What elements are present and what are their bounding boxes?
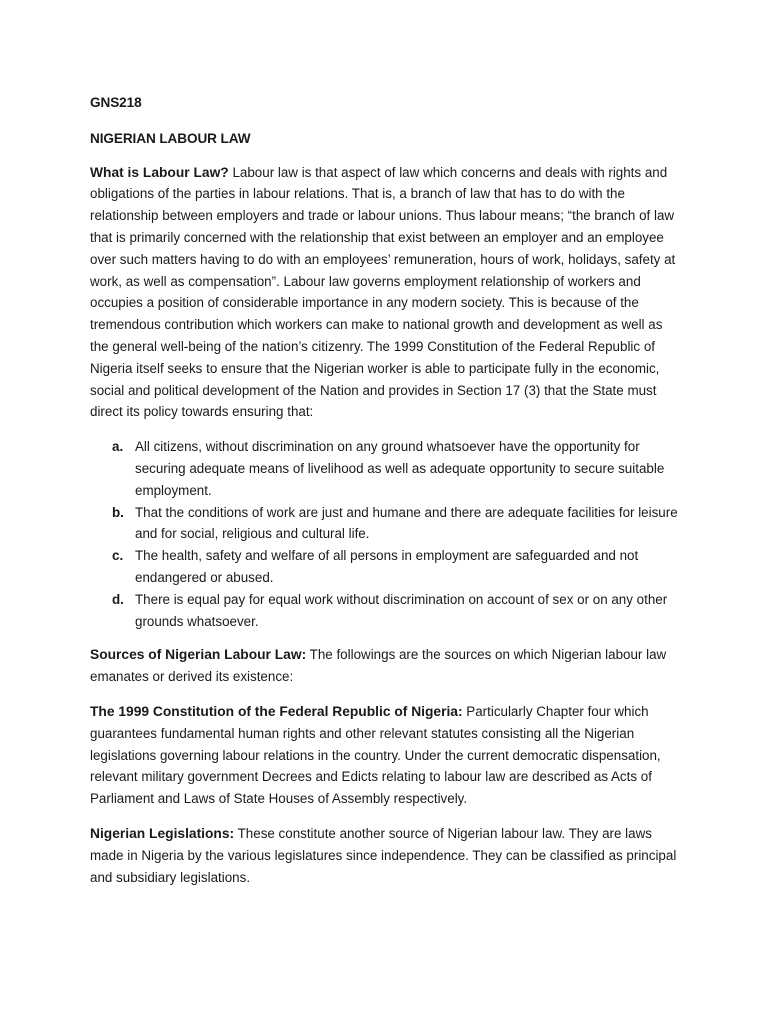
sources-lead: Sources of Nigerian Labour Law: <box>90 647 307 663</box>
legislations-paragraph <box>90 823 682 888</box>
list-item <box>90 589 682 633</box>
course-code: GNS218 <box>90 95 142 110</box>
constitution-paragraph <box>90 701 682 810</box>
list-marker: a. <box>112 439 124 455</box>
list-item <box>90 436 682 501</box>
list-item <box>90 545 682 589</box>
list-item-text: All citizens, without discrimination on any ground whatsoever have the opportunity for securing adequate means of livelihood as well as adequate opportunity to secure suitable employment. <box>135 439 665 498</box>
list-item-text: There is equal pay for equal work without discrimination on account of sex or on any other grounds whatsoever. <box>135 591 668 629</box>
constitution-lead: The 1999 Constitution of the Federal Republic of Nigeria: <box>90 703 463 719</box>
list-item-text: The health, safety and welfare of all persons in employment are safeguarded and not endangered or abused. <box>135 548 639 585</box>
document-title: NIGERIAN LABOUR LAW <box>90 130 251 146</box>
intro-lead: What is Labour Law? <box>90 164 229 180</box>
list-item-text: That the conditions of work are just and humane and there are adequate facilities for leisure and for social, religious and cultural life. <box>135 504 678 542</box>
document-page <box>90 92 682 901</box>
sources-text: The followings are the sources on which Nigerian labour law emanates or derived its existence: <box>90 647 667 685</box>
list-marker: b. <box>112 504 124 520</box>
legislations-lead: Nigerian Legislations: <box>90 825 235 841</box>
legislations-text: These constitute another source of Nigerian labour law. They are laws made in Nigeria by the various legislatures since independence. They can be classified as principal and subsidiary legislations. <box>90 825 677 885</box>
policy-list <box>90 436 682 632</box>
list-marker: c. <box>112 548 124 564</box>
intro-text: Labour law is that aspect of law which concerns and deals with rights and obligations of the parties in labour relations. That is, a branch of law that has to do with the relationship between employers and trade or labour unions. Thus labour means; “the branch of law that is primarily concerned with the relationship that exist between an employer and an employee over such matters having to do with an employees’ remuneration, hours of work, holidays, safety at work, as well as compensation”. Labour law governs employment relationship of workers and occupies a position of considerable importance in any modern society. This is because of the tremendous contribution which workers can make to national growth and development as well as the general well-being of the nation’s citizenry. The 1999 Constitution of the Federal Republic of Nigeria itself seeks to ensure that the Nigerian worker is able to participate fully in the economic, social and political development of the Nation and provides in Section 17 (3) that the State must direct its policy towards ensuring that: <box>90 164 676 420</box>
list-item <box>90 502 682 546</box>
sources-paragraph <box>90 644 682 688</box>
intro-paragraph <box>90 162 682 424</box>
list-marker: d. <box>112 591 124 607</box>
constitution-text: Particularly Chapter four which guarantees fundamental human rights and other relevant statutes consisting all the Nigerian legislations governing labour relations in the country. Under the current democratic dispensation, relevant military government Decrees and Edicts relating to labour law are described as Acts of Parliament and Laws of State Houses of Assembly respectively. <box>90 703 661 807</box>
